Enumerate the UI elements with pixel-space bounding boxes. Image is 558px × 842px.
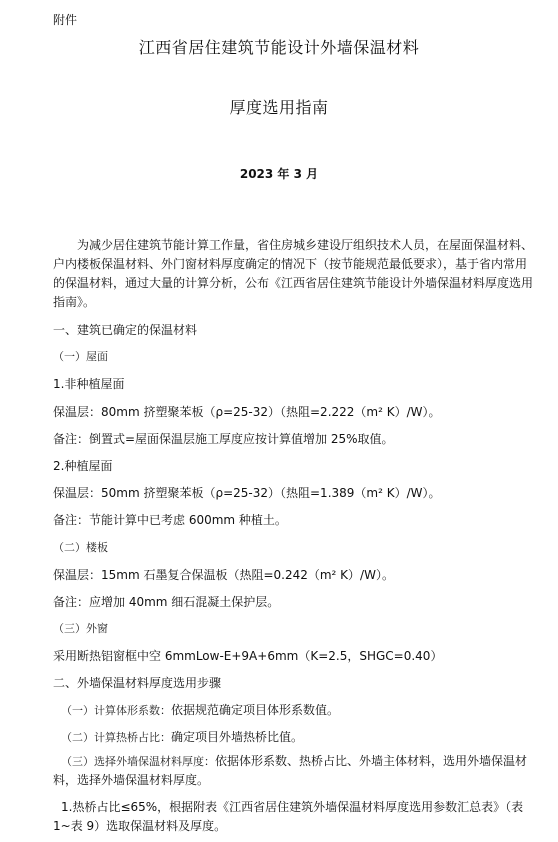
step2: [61, 728, 303, 745]
attachment-label: 附件: [53, 13, 78, 27]
step3-paragraph: [53, 752, 535, 790]
roof2-layer: 保温层：50mm 挤塑聚苯板（ρ=25-32）（热阻=1.389（m² K）/W）。: [53, 486, 441, 500]
roof1-note: 备注：倒置式=屋面保温层施工厚度应按计算值增加 25%取值。: [53, 432, 394, 446]
step3-text: 依据体形系数、热桥占比、外墙主体材料，选用外墙保温材料，选择外墙保温材料厚度。: [53, 754, 528, 787]
section1-heading: 一、建筑已确定的保温材料: [53, 323, 198, 337]
title-line-2: 厚度选用指南: [229, 98, 329, 117]
subheading-floor: （二）楼板: [53, 541, 108, 554]
step2-label: （二）计算热桥占比：: [61, 731, 171, 744]
title-line-1: 江西省居住建筑节能设计外墙保温材料: [138, 38, 420, 57]
step4-paragraph: 1.热桥占比≤65%，根据附表《江西省居住建筑外墙保温材料厚度选用参数汇总表》（表 1~表 9）选取保温材料及厚度。: [53, 800, 524, 833]
window-text: 采用断热铝窗框中空 6mmLow-E+9A+6mm（K=2.5，SHGC=0.40）: [53, 649, 443, 663]
floor-note: 备注：应增加 40mm 细石混凝土保护层。: [53, 595, 280, 609]
floor-layer: 保温层：15mm 石墨复合保温板（热阻=0.242（m² K）/W）。: [53, 568, 394, 582]
subheading-roof: （一）屋面: [53, 350, 108, 363]
roof2-note: 备注：节能计算中已考虑 600mm 种植土。: [53, 513, 287, 527]
step1: [61, 701, 339, 718]
intro-paragraph: 为减少居住建筑节能计算工作量，省住房城乡建设厅组织技术人员，在屋面保温材料、户内楼板保温材料、外门窗材料厚度确定的情况下（按节能规范最低要求），基于省内常用的保温材料，通过大量的计算分析，公布《江西省居住建筑节能设计外墙保温材料厚度选用指南》。: [53, 238, 534, 309]
roof1-title: 1.非种植屋面: [53, 377, 125, 391]
subheading-window: （三）外窗: [53, 622, 108, 635]
roof1-layer: 保温层：80mm 挤塑聚苯板（ρ=25-32）（热阻=2.222（m² K）/W）。: [53, 405, 441, 419]
document-date: 2023 年 3 月: [239, 167, 319, 181]
section2-heading: 二、外墙保温材料厚度选用步骤: [53, 676, 222, 690]
step3-label: （三）选择外墙保温材料厚度：: [61, 755, 215, 768]
step2-text: 确定项目外墙热桥比值。: [171, 730, 304, 744]
step1-text: 依据规范确定项目体形系数值。: [171, 703, 340, 717]
step1-label: （一）计算体形系数：: [61, 704, 171, 717]
roof2-title: 2.种植屋面: [53, 459, 113, 473]
